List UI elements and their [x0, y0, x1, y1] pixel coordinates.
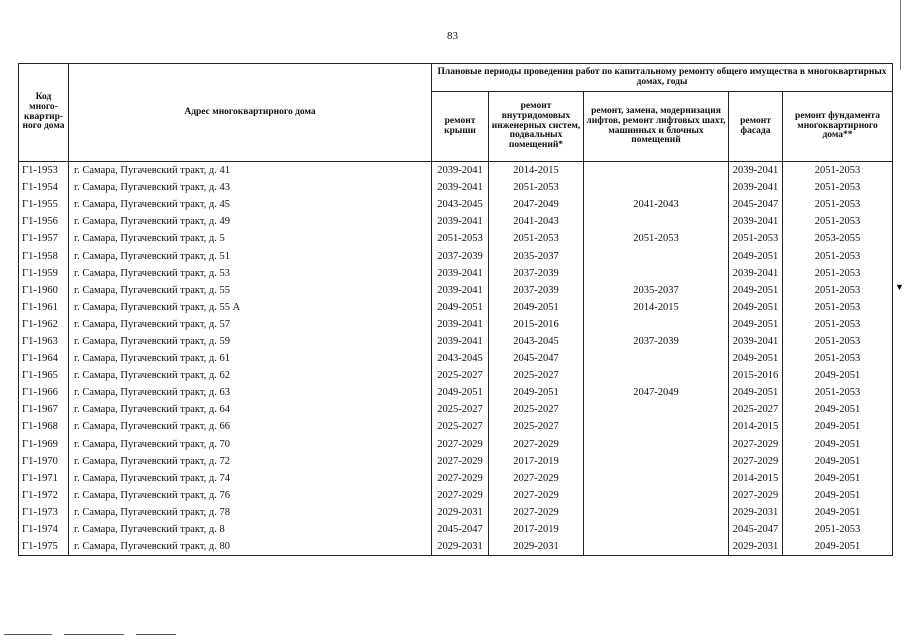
cell-code: Г1-1953 [19, 162, 69, 180]
cell-address: г. Самара, Пугачевский тракт, д. 61 [69, 350, 432, 367]
cell-address: г. Самара, Пугачевский тракт, д. 5 [69, 230, 432, 247]
cell-systems: 2027-2029 [489, 487, 584, 504]
header-roof: ремонт крыши [432, 92, 489, 162]
cell-code: Г1-1957 [19, 230, 69, 247]
cell-code: Г1-1966 [19, 384, 69, 401]
cell-address: г. Самара, Пугачевский тракт, д. 80 [69, 538, 432, 556]
cell-foundation: 2051-2053 [783, 196, 893, 213]
cell-roof: 2039-2041 [432, 213, 489, 230]
cell-address: г. Самара, Пугачевский тракт, д. 59 [69, 333, 432, 350]
cell-foundation: 2049-2051 [783, 401, 893, 418]
cell-address: г. Самара, Пугачевский тракт, д. 8 [69, 521, 432, 538]
cell-code: Г1-1955 [19, 196, 69, 213]
capital-repair-table [18, 63, 893, 556]
cell-code: Г1-1972 [19, 487, 69, 504]
cell-elevators [584, 521, 729, 538]
cell-facade: 2049-2051 [729, 282, 783, 299]
cell-elevators [584, 265, 729, 282]
cell-facade: 2027-2029 [729, 436, 783, 453]
cell-systems: 2041-2043 [489, 213, 584, 230]
header-elevators: ремонт, замена, модернизация лифтов, ремонт лифтовых шахт, машинных и блочных помещений [584, 92, 729, 162]
footer-line [4, 634, 52, 635]
cell-address: г. Самара, Пугачевский тракт, д. 78 [69, 504, 432, 521]
cell-systems: 2027-2029 [489, 470, 584, 487]
cell-elevators [584, 179, 729, 196]
cell-systems: 2037-2039 [489, 282, 584, 299]
cell-address: г. Самара, Пугачевский тракт, д. 41 [69, 162, 432, 180]
cell-systems: 2043-2045 [489, 333, 584, 350]
table-body [19, 162, 893, 556]
cell-elevators: 2014-2015 [584, 299, 729, 316]
cell-facade: 2049-2051 [729, 316, 783, 333]
footer-line [136, 634, 176, 635]
cell-address: г. Самара, Пугачевский тракт, д. 64 [69, 401, 432, 418]
cell-elevators: 2047-2049 [584, 384, 729, 401]
table-row [19, 367, 893, 384]
table-row [19, 453, 893, 470]
header-foundation: ремонт фундамента многоквартирного дома** [783, 92, 893, 162]
cell-code: Г1-1967 [19, 401, 69, 418]
cell-elevators [584, 316, 729, 333]
cell-facade: 2051-2053 [729, 230, 783, 247]
header-systems: ремонт внутридомовых инженерных систем, подвальных помещений* [489, 92, 584, 162]
cell-address: г. Самара, Пугачевский тракт, д. 55 [69, 282, 432, 299]
cell-foundation: 2051-2053 [783, 213, 893, 230]
cell-foundation: 2049-2051 [783, 453, 893, 470]
table-row [19, 504, 893, 521]
cell-systems: 2029-2031 [489, 538, 584, 556]
table-row [19, 247, 893, 264]
table-row [19, 418, 893, 435]
cell-code: Г1-1956 [19, 213, 69, 230]
cell-systems: 2027-2029 [489, 504, 584, 521]
table-row [19, 521, 893, 538]
cell-elevators: 2051-2053 [584, 230, 729, 247]
cell-roof: 2045-2047 [432, 521, 489, 538]
cell-foundation: 2051-2053 [783, 299, 893, 316]
table-row [19, 196, 893, 213]
table-row [19, 487, 893, 504]
cell-systems: 2017-2019 [489, 453, 584, 470]
cell-roof: 2049-2051 [432, 384, 489, 401]
header-facade: ремонт фасада [729, 92, 783, 162]
cell-foundation: 2051-2053 [783, 350, 893, 367]
footer-line [64, 634, 124, 635]
table-row [19, 333, 893, 350]
cell-elevators [584, 213, 729, 230]
cell-systems: 2037-2039 [489, 265, 584, 282]
cell-roof: 2027-2029 [432, 487, 489, 504]
cell-roof: 2039-2041 [432, 333, 489, 350]
cell-systems: 2025-2027 [489, 418, 584, 435]
cell-facade: 2014-2015 [729, 418, 783, 435]
cell-code: Г1-1958 [19, 247, 69, 264]
cell-roof: 2039-2041 [432, 162, 489, 180]
cell-roof: 2051-2053 [432, 230, 489, 247]
cell-systems: 2017-2019 [489, 521, 584, 538]
cell-facade: 2049-2051 [729, 384, 783, 401]
cell-address: г. Самара, Пугачевский тракт, д. 55 А [69, 299, 432, 316]
cell-roof: 2043-2045 [432, 196, 489, 213]
page-number: 83 [447, 30, 458, 42]
cell-elevators [584, 401, 729, 418]
cell-facade: 2049-2051 [729, 247, 783, 264]
cell-elevators: 2035-2037 [584, 282, 729, 299]
cell-code: Г1-1971 [19, 470, 69, 487]
cell-elevators [584, 418, 729, 435]
cell-systems: 2035-2037 [489, 247, 584, 264]
cell-elevators [584, 453, 729, 470]
cell-facade: 2049-2051 [729, 350, 783, 367]
cell-foundation: 2051-2053 [783, 333, 893, 350]
cell-code: Г1-1968 [19, 418, 69, 435]
cell-foundation: 2051-2053 [783, 265, 893, 282]
cell-code: Г1-1970 [19, 453, 69, 470]
cell-roof: 2049-2051 [432, 299, 489, 316]
table-row [19, 470, 893, 487]
cell-elevators [584, 436, 729, 453]
table-row [19, 316, 893, 333]
cell-code: Г1-1964 [19, 350, 69, 367]
table-row [19, 350, 893, 367]
table-row [19, 213, 893, 230]
cell-address: г. Самара, Пугачевский тракт, д. 63 [69, 384, 432, 401]
table-row [19, 538, 893, 556]
cell-foundation: 2051-2053 [783, 384, 893, 401]
cell-roof: 2029-2031 [432, 538, 489, 556]
cell-code: Г1-1959 [19, 265, 69, 282]
cell-facade: 2039-2041 [729, 265, 783, 282]
cell-elevators [584, 470, 729, 487]
table-row [19, 384, 893, 401]
cell-facade: 2029-2031 [729, 504, 783, 521]
cell-facade: 2039-2041 [729, 162, 783, 180]
header-code: Код много-квартир-ного дома [19, 64, 69, 162]
cell-facade: 2027-2029 [729, 487, 783, 504]
cell-facade: 2027-2029 [729, 453, 783, 470]
cell-address: г. Самара, Пугачевский тракт, д. 53 [69, 265, 432, 282]
cell-code: Г1-1961 [19, 299, 69, 316]
cell-systems: 2049-2051 [489, 299, 584, 316]
scan-edge-mark [900, 0, 903, 70]
cell-systems: 2027-2029 [489, 436, 584, 453]
cell-facade: 2045-2047 [729, 196, 783, 213]
cell-systems: 2025-2027 [489, 401, 584, 418]
cell-elevators [584, 350, 729, 367]
cell-address: г. Самара, Пугачевский тракт, д. 72 [69, 453, 432, 470]
cell-roof: 2025-2027 [432, 401, 489, 418]
cell-systems: 2015-2016 [489, 316, 584, 333]
cell-address: г. Самара, Пугачевский тракт, д. 66 [69, 418, 432, 435]
cell-foundation: 2051-2053 [783, 282, 893, 299]
cell-foundation: 2049-2051 [783, 470, 893, 487]
cell-roof: 2027-2029 [432, 453, 489, 470]
header-address: Адрес многоквартирного дома [69, 64, 432, 162]
cell-roof: 2039-2041 [432, 265, 489, 282]
cell-foundation: 2049-2051 [783, 418, 893, 435]
cell-systems: 2047-2049 [489, 196, 584, 213]
cell-roof: 2039-2041 [432, 316, 489, 333]
cell-code: Г1-1962 [19, 316, 69, 333]
cell-systems: 2045-2047 [489, 350, 584, 367]
cell-roof: 2027-2029 [432, 470, 489, 487]
cell-elevators [584, 538, 729, 556]
cell-address: г. Самара, Пугачевский тракт, д. 70 [69, 436, 432, 453]
table-row [19, 265, 893, 282]
cell-facade: 2049-2051 [729, 299, 783, 316]
cell-facade: 2045-2047 [729, 521, 783, 538]
table-row [19, 299, 893, 316]
table-row [19, 179, 893, 196]
cell-code: Г1-1960 [19, 282, 69, 299]
table-row [19, 401, 893, 418]
table-row [19, 230, 893, 247]
cell-roof: 2043-2045 [432, 350, 489, 367]
table-header [19, 64, 893, 162]
cell-elevators [584, 162, 729, 180]
table-row [19, 436, 893, 453]
cell-address: г. Самара, Пугачевский тракт, д. 49 [69, 213, 432, 230]
cell-address: г. Самара, Пугачевский тракт, д. 74 [69, 470, 432, 487]
cell-address: г. Самара, Пугачевский тракт, д. 62 [69, 367, 432, 384]
header-group: Плановые периоды проведения работ по капитальному ремонту общего имущества в многоквартирных домах, годы [432, 64, 893, 92]
arrow-mark-icon: ▼ [895, 282, 904, 292]
cell-foundation: 2049-2051 [783, 367, 893, 384]
cell-facade: 2014-2015 [729, 470, 783, 487]
cell-facade: 2025-2027 [729, 401, 783, 418]
cell-code: Г1-1963 [19, 333, 69, 350]
cell-roof: 2025-2027 [432, 367, 489, 384]
cell-code: Г1-1965 [19, 367, 69, 384]
cell-address: г. Самара, Пугачевский тракт, д. 51 [69, 247, 432, 264]
cell-systems: 2014-2015 [489, 162, 584, 180]
cell-code: Г1-1954 [19, 179, 69, 196]
cell-elevators [584, 367, 729, 384]
table-row [19, 282, 893, 299]
cell-foundation: 2051-2053 [783, 247, 893, 264]
cell-systems: 2025-2027 [489, 367, 584, 384]
cell-foundation: 2051-2053 [783, 179, 893, 196]
cell-code: Г1-1969 [19, 436, 69, 453]
cell-roof: 2029-2031 [432, 504, 489, 521]
table-row [19, 162, 893, 180]
cell-foundation: 2049-2051 [783, 538, 893, 556]
cell-elevators [584, 487, 729, 504]
cell-elevators: 2041-2043 [584, 196, 729, 213]
cell-roof: 2039-2041 [432, 179, 489, 196]
cell-roof: 2037-2039 [432, 247, 489, 264]
cell-address: г. Самара, Пугачевский тракт, д. 57 [69, 316, 432, 333]
cell-code: Г1-1974 [19, 521, 69, 538]
cell-facade: 2039-2041 [729, 333, 783, 350]
cell-foundation: 2049-2051 [783, 504, 893, 521]
cell-elevators [584, 247, 729, 264]
cell-systems: 2051-2053 [489, 179, 584, 196]
cell-systems: 2051-2053 [489, 230, 584, 247]
cell-foundation: 2051-2053 [783, 316, 893, 333]
cell-systems: 2049-2051 [489, 384, 584, 401]
cell-facade: 2039-2041 [729, 179, 783, 196]
cell-facade: 2015-2016 [729, 367, 783, 384]
cell-facade: 2039-2041 [729, 213, 783, 230]
cell-elevators [584, 504, 729, 521]
cell-foundation: 2049-2051 [783, 487, 893, 504]
cell-roof: 2039-2041 [432, 282, 489, 299]
cell-roof: 2025-2027 [432, 418, 489, 435]
cell-address: г. Самара, Пугачевский тракт, д. 76 [69, 487, 432, 504]
cell-code: Г1-1975 [19, 538, 69, 556]
cell-address: г. Самара, Пугачевский тракт, д. 45 [69, 196, 432, 213]
cell-foundation: 2051-2053 [783, 162, 893, 180]
cell-foundation: 2053-2055 [783, 230, 893, 247]
cell-facade: 2029-2031 [729, 538, 783, 556]
cell-foundation: 2049-2051 [783, 436, 893, 453]
cell-address: г. Самара, Пугачевский тракт, д. 43 [69, 179, 432, 196]
cell-foundation: 2051-2053 [783, 521, 893, 538]
cell-code: Г1-1973 [19, 504, 69, 521]
cell-roof: 2027-2029 [432, 436, 489, 453]
cell-elevators: 2037-2039 [584, 333, 729, 350]
